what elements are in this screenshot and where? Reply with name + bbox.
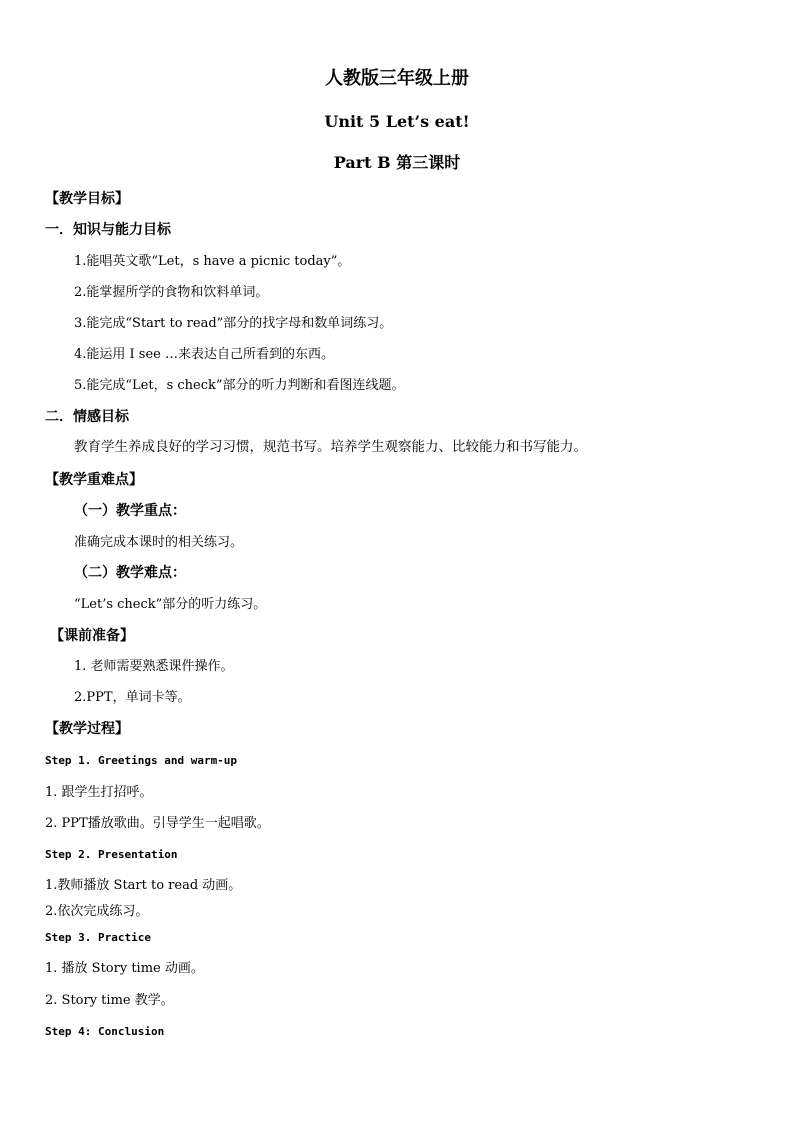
knowledge-item-4: 4.能运用 I see …来表达自己所看到的东西。 xyxy=(74,347,334,362)
step2-heading: Step 2. Presentation xyxy=(45,848,178,861)
knowledge-heading: 一．知识与能力目标 xyxy=(45,222,171,238)
emotion-text: 教育学生养成良好的学习习惯，规范书写。培养学生观察能力、比较能力和书写能力。 xyxy=(74,439,587,455)
objectives-heading: 【教学目标】 xyxy=(45,191,129,207)
focus-heading: （一）教学重点： xyxy=(74,503,186,519)
step3-heading: Step 3. Practice xyxy=(45,931,151,944)
part-title: Part B 第三课时 xyxy=(333,153,461,172)
step1-heading: Step 1. Greetings and warm-up xyxy=(45,754,238,767)
preparation-heading: 【课前准备】 xyxy=(50,628,134,644)
focus-text: 准确完成本课时的相关练习。 xyxy=(74,535,244,550)
preparation-item-2: 2.PPT，单词卡等。 xyxy=(74,690,191,705)
step1-item-2: 2. PPT播放歌曲。引导学生一起唱歌。 xyxy=(45,816,270,831)
step1-item-1: 1. 跟学生打招呼。 xyxy=(45,785,153,800)
preparation-item-1: 1. 老师需要熟悉课件操作。 xyxy=(74,659,234,674)
step2-item-2: 2.依次完成练习。 xyxy=(45,904,149,919)
knowledge-item-5: 5.能完成“Let，s check”部分的听力判断和看图连线题。 xyxy=(74,378,405,393)
unit-title: Unit 5 Let’s eat! xyxy=(324,112,470,131)
step3-item-2: 2. Story time 教学。 xyxy=(45,993,174,1008)
step2-item-1: 1.教师播放 Start to read 动画。 xyxy=(45,878,242,893)
difficulty-heading: （二）教学难点： xyxy=(74,565,186,581)
keypoints-heading: 【教学重难点】 xyxy=(45,472,143,488)
knowledge-item-1: 1.能唱英文歌“Let，s have a picnic today”。 xyxy=(74,254,351,269)
emotion-heading: 二．情感目标 xyxy=(45,409,129,425)
step4-heading: Step 4: Conclusion xyxy=(45,1025,165,1038)
doc-title: 人教版三年级上册 xyxy=(325,68,469,89)
difficulty-text: “Let’s check”部分的听力练习。 xyxy=(74,597,267,612)
knowledge-item-3: 3.能完成“Start to read”部分的找字母和数单词练习。 xyxy=(74,316,393,331)
knowledge-item-2: 2.能掌握所学的食物和饮料单词。 xyxy=(74,285,269,300)
step3-item-1: 1. 播放 Story time 动画。 xyxy=(45,961,204,976)
process-heading: 【教学过程】 xyxy=(45,721,129,737)
